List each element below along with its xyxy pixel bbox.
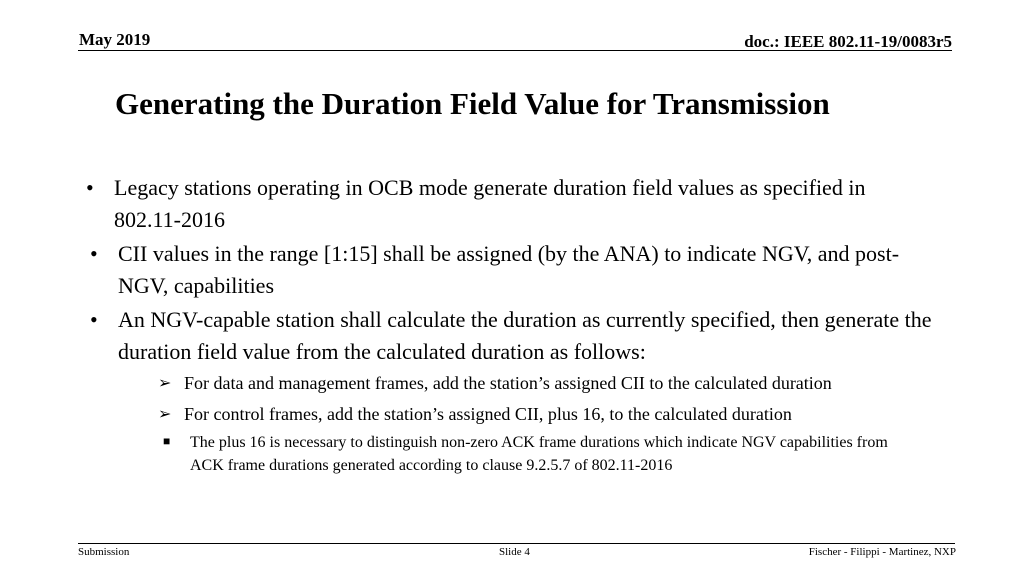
bullet-text: An NGV-capable station shall calculate the duration as currently specified, then generate the duration field value from the calculated duration as follows: bbox=[118, 307, 932, 364]
bullet-dot-icon: • bbox=[90, 241, 98, 266]
bullet-dot-icon: • bbox=[90, 307, 98, 332]
sub-sub-bullet-item bbox=[163, 431, 910, 477]
arrow-bullet-icon: ➢ bbox=[158, 406, 172, 423]
header-date: May 2019 bbox=[79, 30, 151, 49]
bullet-item bbox=[0, 172, 1024, 236]
footer-submission: Submission bbox=[78, 546, 130, 558]
slide-content bbox=[0, 172, 1024, 477]
slide-title: Generating the Duration Field Value for Transmission bbox=[115, 86, 830, 121]
header-doc-id: doc.: IEEE 802.11-19/0083r5 bbox=[744, 32, 952, 51]
arrow-bullet-icon: ➢ bbox=[158, 375, 172, 392]
sub-bullet-item bbox=[158, 370, 974, 397]
square-bullet-icon: ■ bbox=[163, 434, 171, 448]
bullet-dot-icon: • bbox=[86, 175, 94, 200]
sub-bullet-text: For control frames, add the station’s assigned CII, plus 16, to the calculated duration bbox=[184, 404, 792, 424]
sub-bullet-item bbox=[158, 401, 974, 428]
footer-slide-number: Slide 4 bbox=[499, 546, 530, 558]
header-divider bbox=[78, 50, 952, 51]
footer-authors: Fischer - Filippi - Martinez, NXP bbox=[808, 546, 956, 558]
bullet-item bbox=[0, 304, 1024, 368]
bullet-text: CII values in the range [1:15] shall be assigned (by the ANA) to indicate NGV, and post-NGV, capabilities bbox=[118, 241, 900, 298]
footer-divider bbox=[78, 543, 955, 544]
sub-sub-bullet-text: The plus 16 is necessary to distinguish non-zero ACK frame durations which indicate NGV capabilities from ACK frame durations generated according to clause 9.2.5.7 of 802.11-2016 bbox=[190, 434, 888, 474]
bullet-text: Legacy stations operating in OCB mode generate duration field values as specified in 802.11-2016 bbox=[114, 175, 866, 232]
sub-bullet-text: For data and management frames, add the station’s assigned CII to the calculated duration bbox=[184, 373, 832, 393]
bullet-item bbox=[0, 238, 1024, 302]
